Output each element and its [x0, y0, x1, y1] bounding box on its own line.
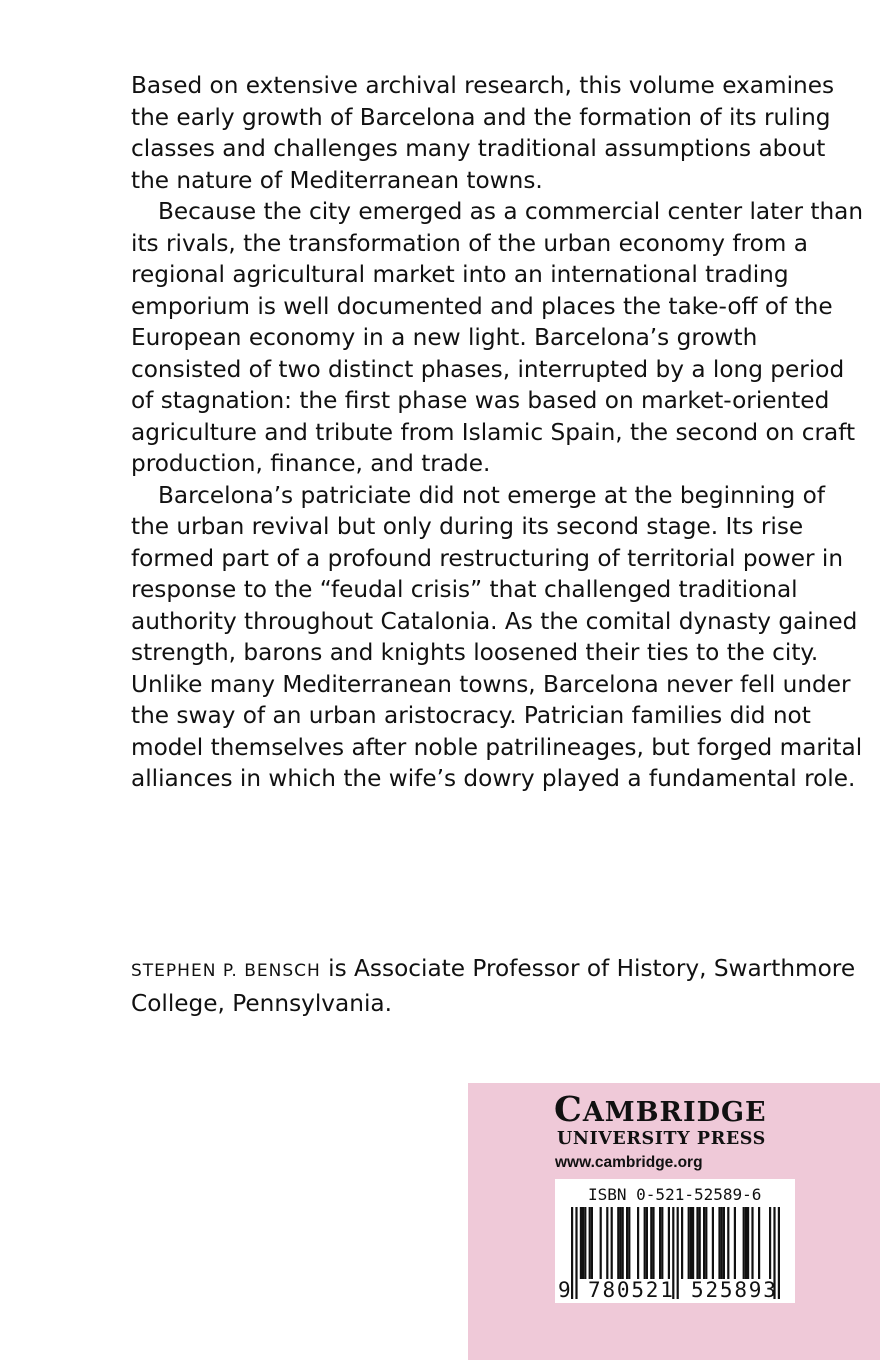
publisher-press-name: UNIVERSITY PRESS: [557, 1129, 766, 1149]
barcode-bar: [743, 1207, 745, 1279]
blurb-paragraph-3: Barcelona’s patriciate did not emerge at the beginning of the urban revival but only during its second stage. Its rise formed part of a profound restructuring of territorial power in response to the “feudal crisis” that challenged traditional authority throughout Catalonia. As the comital dynasty gained strength, barons and knights loosened their ties to the city. Unlike many Mediterranean towns, Barcelona never fell under the sway of an urban aristocracy. Patrician families did not model themselves after noble patrilineages, but forged marital alliances in which the wife’s dowry played a fundamental role.: [131, 481, 863, 792]
barcode-bar: [778, 1207, 780, 1299]
barcode-bar: [723, 1207, 725, 1279]
barcode-bar: [688, 1207, 690, 1279]
barcode-bar: [584, 1207, 586, 1279]
barcode-bar: [699, 1207, 701, 1279]
barcode-bar: [745, 1207, 747, 1279]
publisher-box: [468, 1083, 880, 1360]
isbn-label: ISBN 0-521-52589-6: [588, 1185, 762, 1204]
barcode-bar: [705, 1207, 707, 1279]
author-name: STEPHEN P. BENSCH: [131, 961, 321, 981]
barcode-bar: [628, 1207, 630, 1279]
barcode-bar: [622, 1207, 624, 1279]
barcode-bar: [652, 1207, 654, 1279]
ean-first-digit: 9: [558, 1278, 571, 1302]
barcode-bar: [659, 1207, 661, 1279]
blurb-paragraph-1: Based on extensive archival research, this volume examines the early growth of Barcelona and the formation of its ruling classes and challenges many traditional assumptions about the nature of Mediterranean towns.: [131, 72, 835, 194]
author-note: [131, 953, 866, 1019]
barcode-bar: [692, 1207, 694, 1279]
barcode-bar: [637, 1207, 639, 1279]
blurb-paragraph-2: Because the city emerged as a commercial center later than its rivals, the transformation of the urban economy from a regional agricultural market into an international trading emporium is well documented and places the take-off of the European economy in a new light. Barcelona’s growth consisted of two distinct phases, interrupted by a long period of stagnation: the first phase was based on market-oriented agriculture and tribute from Islamic Spain, the second on craft production, finance, and trade.: [131, 198, 864, 477]
barcode-bar: [690, 1207, 692, 1279]
barcode-bar: [721, 1207, 723, 1279]
barcode-bar: [668, 1207, 670, 1279]
barcode-bar: [650, 1207, 652, 1279]
barcode-bar: [575, 1207, 577, 1299]
ean-left-group: 780521: [588, 1278, 675, 1302]
barcode-bar: [712, 1207, 714, 1279]
blurb-text: [131, 70, 866, 795]
barcode-bar: [571, 1207, 573, 1299]
barcode-bar: [600, 1207, 602, 1279]
barcode-bar: [727, 1207, 729, 1279]
barcode-bar: [718, 1207, 720, 1279]
barcode-bar: [617, 1207, 619, 1279]
barcode-bar: [677, 1207, 679, 1299]
barcode-bar: [611, 1207, 613, 1279]
barcode-bar: [696, 1207, 698, 1279]
barcode-bar: [582, 1207, 584, 1279]
barcode-bar: [606, 1207, 608, 1279]
publisher-url: www.cambridge.org: [555, 1154, 703, 1171]
author-bio: is Associate Professor of History, Swarthmore College, Pennsylvania.: [131, 955, 856, 1017]
barcode-bar: [758, 1207, 760, 1279]
barcode-bar: [646, 1207, 648, 1279]
barcode-bar: [769, 1207, 771, 1279]
barcode-bar: [591, 1207, 593, 1279]
barcode-bar: [589, 1207, 591, 1279]
barcode-bar: [734, 1207, 736, 1279]
ean-right-group: 525893: [691, 1278, 778, 1302]
barcode-bar: [681, 1207, 683, 1279]
barcode-bar: [751, 1207, 753, 1279]
barcode-bar: [626, 1207, 628, 1279]
barcode-bar: [580, 1207, 582, 1279]
barcode-bar: [703, 1207, 705, 1279]
barcode-bar: [619, 1207, 621, 1279]
barcode-panel: [555, 1179, 795, 1303]
barcode-bar: [644, 1207, 646, 1279]
barcode-bar: [747, 1207, 749, 1279]
barcode-bar: [661, 1207, 663, 1279]
publisher-logo-name: CAMBRIDGE: [554, 1089, 767, 1130]
